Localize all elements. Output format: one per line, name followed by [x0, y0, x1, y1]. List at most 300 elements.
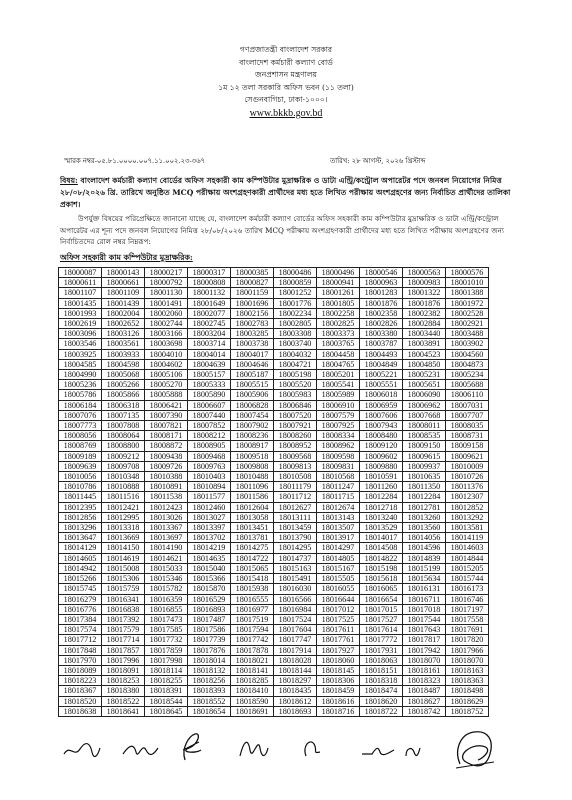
roll-number-cell: 18017859 — [145, 645, 188, 655]
roll-number-cell: 18003096 — [59, 329, 102, 339]
roll-number-cell: 18014297 — [317, 543, 360, 553]
roll-number-cell: 18018487 — [403, 686, 446, 696]
roll-number-cell: 18008212 — [188, 431, 231, 441]
roll-number-cell: 18018070 — [446, 655, 489, 665]
roll-number-cell: 18015008 — [102, 563, 145, 573]
roll-number-cell: 18003440 — [403, 329, 446, 339]
roll-number-cell: 18006090 — [403, 390, 446, 400]
website-link[interactable]: www.bkkb.gov.bd — [249, 107, 323, 119]
roll-number-cell: 18004873 — [446, 359, 489, 369]
roll-number-cell: 18017473 — [145, 614, 188, 624]
roll-number-cell: 18009158 — [446, 441, 489, 451]
roll-number-cell: 18017544 — [403, 614, 446, 624]
roll-number-cell: 18003126 — [102, 329, 145, 339]
roll-number-cell: 18007668 — [403, 410, 446, 420]
roll-number-cell: 18018716 — [317, 706, 360, 716]
roll-number-cell: 18002826 — [360, 319, 403, 329]
roll-number-cell: 18002884 — [403, 319, 446, 329]
header-line: বাংলাদেশ কর্মচারী কল্যাণ বোর্ড — [239, 57, 333, 67]
roll-number-cell: 18015198 — [360, 563, 403, 573]
list-title: অফিস সহকারী কাম কম্পিউটার মুদ্রাক্ষরিক: — [60, 253, 193, 262]
table-row — [59, 288, 489, 298]
roll-number-cell: 18002805 — [274, 319, 317, 329]
roll-number-cell: 18001283 — [360, 288, 403, 298]
roll-number-cell: 18005888 — [145, 390, 188, 400]
roll-number-cell: 18017848 — [59, 645, 102, 655]
roll-number-cell: 18017586 — [188, 625, 231, 635]
roll-number-cell: 18014056 — [403, 533, 446, 543]
roll-number-cell: 18016279 — [59, 594, 102, 604]
roll-number-cell: 18018145 — [317, 665, 360, 675]
roll-number-cell: 18013917 — [317, 533, 360, 543]
roll-number-cell: 18017942 — [403, 645, 446, 655]
roll-number-cell: 18013367 — [145, 523, 188, 533]
roll-number-cell: 18001696 — [231, 298, 274, 308]
roll-number-cell: 18018318 — [360, 676, 403, 686]
roll-number-cell: 18002077 — [188, 308, 231, 318]
roll-number-cell: 18004014 — [188, 349, 231, 359]
roll-number-cell: 18018161 — [403, 665, 446, 675]
roll-number-cell: 18014635 — [188, 553, 231, 563]
roll-number-cell: 18013143 — [317, 512, 360, 522]
roll-number-cell: 18010403 — [188, 472, 231, 482]
table-row — [59, 696, 489, 706]
roll-number-cell: 18005688 — [446, 380, 489, 390]
roll-number-cell: 18003765 — [317, 339, 360, 349]
roll-number-cell: 18016855 — [145, 604, 188, 614]
roll-number-cell: 18007808 — [102, 421, 145, 431]
roll-number-cell: 18017732 — [145, 635, 188, 645]
roll-number-cell: 18002619 — [59, 319, 102, 329]
roll-number-cell: 18013459 — [274, 523, 317, 533]
roll-number-cell: 18014619 — [102, 553, 145, 563]
roll-number-cell: 18014150 — [102, 543, 145, 553]
roll-number-cell: 18003380 — [360, 329, 403, 339]
roll-number-cell: 18018028 — [274, 655, 317, 665]
roll-number-cell: 18018498 — [446, 686, 489, 696]
roll-number-cell: 18011376 — [446, 482, 489, 492]
roll-number-cell: 18006959 — [360, 400, 403, 410]
table-row — [59, 502, 489, 512]
roll-number-cell: 18004765 — [317, 359, 360, 369]
roll-number-cell: 18012460 — [188, 502, 231, 512]
roll-number-cell: 18003561 — [102, 339, 145, 349]
roll-number-cell: 18004560 — [446, 349, 489, 359]
roll-number-cell: 18018638 — [59, 706, 102, 716]
roll-number-cell: 18018693 — [274, 706, 317, 716]
roll-number-cell: 18012856 — [59, 512, 102, 522]
roll-number-cell: 18005157 — [188, 370, 231, 380]
roll-number-cell: 18018522 — [102, 696, 145, 706]
roll-number-cell: 18017820 — [446, 635, 489, 645]
roll-number-cell: 18007902 — [231, 421, 274, 431]
table-row — [59, 349, 489, 359]
roll-number-cell: 18000087 — [59, 268, 102, 278]
roll-number-cell: 18005651 — [403, 380, 446, 390]
table-row — [59, 635, 489, 645]
roll-number-cell: 18009880 — [360, 461, 403, 471]
roll-number-cell: 18016555 — [231, 594, 274, 604]
roll-number-cell: 18009621 — [446, 451, 489, 461]
roll-number-cell: 18017876 — [188, 645, 231, 655]
roll-number-cell: 18017604 — [274, 625, 317, 635]
roll-number-cell: 18006110 — [446, 390, 489, 400]
roll-number-cell: 18010726 — [446, 472, 489, 482]
roll-number-cell: 18002060 — [145, 308, 188, 318]
roll-number-cell: 18009598 — [317, 451, 360, 461]
roll-number-cell: 18018380 — [102, 686, 145, 696]
table-row — [59, 461, 489, 471]
roll-number-cell: 18001261 — [317, 288, 360, 298]
roll-number-cell: 18018410 — [231, 686, 274, 696]
roll-number-cell: 18008171 — [145, 431, 188, 441]
roll-number-cell: 18001805 — [317, 298, 360, 308]
roll-number-cell: 18014603 — [446, 543, 489, 553]
roll-number-cell: 18002921 — [446, 319, 489, 329]
roll-number-cell: 18012718 — [360, 502, 403, 512]
table-row — [59, 543, 489, 553]
roll-number-cell: 18015033 — [145, 563, 188, 573]
roll-number-cell: 18000486 — [274, 268, 317, 278]
roll-number-cell: 18003787 — [360, 339, 403, 349]
roll-number-cell: 18011445 — [59, 492, 102, 502]
roll-number-cell: 18005983 — [274, 390, 317, 400]
roll-number-cell: 18017015 — [360, 604, 403, 614]
roll-number-cell: 18001776 — [274, 298, 317, 308]
table-row — [59, 665, 489, 675]
roll-number-cell: 18018612 — [274, 696, 317, 706]
roll-number-cell: 18015782 — [145, 584, 188, 594]
roll-number-cell: 18001132 — [188, 288, 231, 298]
signature-7 — [402, 742, 422, 760]
roll-number-cell: 18015163 — [274, 563, 317, 573]
roll-number-cell: 18017712 — [59, 635, 102, 645]
roll-number-cell: 18004493 — [360, 349, 403, 359]
roll-number-cell: 18003204 — [188, 329, 231, 339]
roll-number-cell: 18007925 — [317, 421, 360, 431]
roll-number-cell: 18015634 — [403, 574, 446, 584]
roll-number-cell: 18014839 — [403, 553, 446, 563]
roll-number-cell: 18010891 — [145, 482, 188, 492]
roll-number-cell: 18015744 — [446, 574, 489, 584]
roll-number-cell: 18017614 — [360, 625, 403, 635]
signature-1 — [62, 740, 102, 760]
roll-number-cell: 18012604 — [231, 502, 274, 512]
roll-number-cell: 18002825 — [317, 319, 360, 329]
roll-number-cell: 18008535 — [403, 431, 446, 441]
roll-number-cell: 18013318 — [102, 523, 145, 533]
roll-number-cell: 18011516 — [102, 492, 145, 502]
roll-number-cell: 18002156 — [231, 308, 274, 318]
roll-number-cell: 18000217 — [145, 268, 188, 278]
roll-number-cell: 18014621 — [145, 553, 188, 563]
roll-number-cell: 18011577 — [188, 492, 231, 502]
roll-number-cell: 18014605 — [59, 553, 102, 563]
roll-number-cell: 18005187 — [231, 370, 274, 380]
roll-number-cell: 18007520 — [274, 410, 317, 420]
roll-number-cell: 18018021 — [231, 655, 274, 665]
roll-number-cell: 18016030 — [274, 584, 317, 594]
roll-number-cell: 18001972 — [446, 298, 489, 308]
roll-number-cell: 18017761 — [317, 635, 360, 645]
roll-number-cell: 18018253 — [102, 676, 145, 686]
roll-number-cell: 18004602 — [145, 359, 188, 369]
roll-number-cell: 18010635 — [403, 472, 446, 482]
roll-number-cell: 18011179 — [274, 482, 317, 492]
roll-number-cell: 18003546 — [59, 339, 102, 349]
roll-number-cell: 18014737 — [274, 553, 317, 563]
roll-number-cell: 18002745 — [188, 319, 231, 329]
signature-row — [0, 720, 572, 780]
roll-number-cell: 18007031 — [446, 400, 489, 410]
roll-number-cell: 18000963 — [360, 278, 403, 288]
roll-number-cell: 18018306 — [317, 676, 360, 686]
roll-number-cell: 18007135 — [102, 410, 145, 420]
roll-number-cell: 18007440 — [188, 410, 231, 420]
roll-number-cell: 18014508 — [360, 543, 403, 553]
signature-5 — [300, 736, 324, 760]
subject-label: বিষয়: — [60, 176, 78, 185]
roll-number-cell: 18001876 — [403, 298, 446, 308]
roll-number-cell: 18018742 — [403, 706, 446, 716]
roll-number-cell: 18005068 — [102, 370, 145, 380]
roll-number-cell: 18007606 — [360, 410, 403, 420]
roll-number-cell: 18009813 — [274, 461, 317, 471]
body-paragraph: উপর্যুক্ত বিষয়ের পরিপ্রেক্ষিতে জানানো যাচ্ছে যে, বাংলাদেশ কর্মচারী কল্যাণ বোর্ডের অফিস সহকারী কাম কম্পিউটার মুদ্রাক্ষরিক ও ডাটা এন্ট্রি/কন্ট্রোল অপারেটর এর শূন্য পদে জনবল নিয়োগের নিমিত্ত ২৮/০৮/২০২৬ তারিখ MCQ পরীক্ষায় অংশগ্রহণকারী প্রার্থীদের মধ্য হতে লিখিত পরীক্ষায় অংশগ্রহণের জন্য নির্বাচিতদের রোল নম্বর নিম্নরূপ: — [60, 214, 504, 246]
roll-number-cell: 18011586 — [231, 492, 274, 502]
roll-number-cell: 18009763 — [188, 461, 231, 471]
roll-number-cell: 18014844 — [446, 553, 489, 563]
table-row — [59, 380, 489, 390]
roll-number-cell: 18008962 — [317, 441, 360, 451]
roll-number-cell: 18017558 — [446, 614, 489, 624]
roll-number-cell: 18017742 — [231, 635, 274, 645]
roll-number-cell: 18010056 — [59, 472, 102, 482]
table-row — [59, 431, 489, 441]
roll-number-cell: 18016055 — [317, 584, 360, 594]
roll-number-cell: 18015205 — [446, 563, 489, 573]
roll-number-cell: 18018089 — [59, 665, 102, 675]
table-row — [59, 594, 489, 604]
roll-number-cell: 18018223 — [59, 676, 102, 686]
roll-number-cell: 18018520 — [59, 696, 102, 706]
header-line: জনপ্রশাসন মন্ত্রণালয় — [254, 70, 318, 80]
roll-number-cell: 18003902 — [446, 339, 489, 349]
roll-number-cell: 18018163 — [446, 665, 489, 675]
roll-number-cell: 18014119 — [446, 533, 489, 543]
signature-3 — [175, 730, 205, 764]
roll-number-cell: 18007921 — [274, 421, 317, 431]
roll-number-cell: 18018435 — [274, 686, 317, 696]
roll-number-cell: 18005890 — [188, 390, 231, 400]
roll-number-cell: 18010591 — [360, 472, 403, 482]
roll-number-cell: 18006828 — [231, 400, 274, 410]
roll-number-cell: 18000546 — [360, 268, 403, 278]
roll-number-cell: 18014596 — [403, 543, 446, 553]
roll-number-cell: 18018132 — [188, 665, 231, 675]
roll-number-cell: 18015199 — [403, 563, 446, 573]
roll-number-cell: 18018459 — [317, 686, 360, 696]
roll-number-cell: 18018641 — [102, 706, 145, 716]
roll-number-cell: 18001491 — [145, 298, 188, 308]
roll-number-cell: 18011247 — [317, 482, 360, 492]
roll-number-cell: 18015040 — [188, 563, 231, 573]
roll-number-cell: 18015065 — [231, 563, 274, 573]
roll-number-cell: 18005234 — [446, 370, 489, 380]
roll-number-cell: 18002528 — [446, 308, 489, 318]
roll-number-cell: 18017197 — [446, 604, 489, 614]
roll-number-cell: 18018752 — [446, 706, 489, 716]
roll-number-cell: 18009518 — [231, 451, 274, 461]
roll-number-cell: 18005236 — [59, 380, 102, 390]
roll-number-cell: 18014190 — [145, 543, 188, 553]
roll-number-cell: 18009831 — [317, 461, 360, 471]
roll-number-cell: 18010508 — [274, 472, 317, 482]
roll-number-cell: 18008872 — [145, 441, 188, 451]
roll-number-cell: 18003166 — [145, 329, 188, 339]
roll-number-cell: 18007454 — [231, 410, 274, 420]
table-row — [59, 472, 489, 482]
roll-number-cell: 18002783 — [231, 319, 274, 329]
roll-number-cell: 18014275 — [231, 543, 274, 553]
roll-number-cell: 18005266 — [102, 380, 145, 390]
roll-number-cell: 18017525 — [317, 614, 360, 624]
roll-number-cell: 18005201 — [317, 370, 360, 380]
signature-6 — [360, 740, 396, 760]
roll-number-cell: 18005989 — [317, 390, 360, 400]
roll-number-cell: 18006018 — [360, 390, 403, 400]
roll-number-cell: 18014017 — [360, 533, 403, 543]
roll-number-cell: 18001439 — [102, 298, 145, 308]
roll-number-cell: 18005866 — [102, 390, 145, 400]
roll-number-cell: 18010568 — [317, 472, 360, 482]
roll-number-cell: 18000983 — [403, 278, 446, 288]
roll-number-cell: 18005906 — [231, 390, 274, 400]
roll-number-cell: 18000827 — [231, 278, 274, 288]
roll-number-cell: 18018645 — [145, 706, 188, 716]
roll-number-cell: 18001109 — [102, 288, 145, 298]
table-row — [59, 584, 489, 594]
roll-number-cell: 18004010 — [145, 349, 188, 359]
roll-number-cell: 18018014 — [188, 655, 231, 665]
roll-number-cell: 18017857 — [102, 645, 145, 655]
roll-number-cell: 18005333 — [188, 380, 231, 390]
table-row — [59, 278, 489, 288]
roll-number-cell: 18017691 — [446, 625, 489, 635]
roll-number-cell: 18011538 — [145, 492, 188, 502]
roll-number-cell: 18004721 — [274, 359, 317, 369]
roll-number-cell: 18002382 — [403, 308, 446, 318]
roll-number-cell: 18007773 — [59, 421, 102, 431]
roll-number-cell: 18018114 — [145, 665, 188, 675]
roll-number-cell: 18009808 — [231, 461, 274, 471]
roll-number-cell: 18003488 — [446, 329, 489, 339]
signature-4 — [236, 734, 270, 762]
roll-number-cell: 18012421 — [102, 502, 145, 512]
roll-number-cell: 18009120 — [360, 441, 403, 451]
roll-number-cell: 18003738 — [231, 339, 274, 349]
roll-number-cell: 18005551 — [360, 380, 403, 390]
roll-number-cell: 18001388 — [446, 288, 489, 298]
roll-number-cell: 18000941 — [317, 278, 360, 288]
roll-number-cell: 18017772 — [360, 635, 403, 645]
roll-number-cell: 18017996 — [102, 655, 145, 665]
roll-number-cell: 18004458 — [317, 349, 360, 359]
roll-number-cell: 18017611 — [317, 625, 360, 635]
roll-number-cell: 18005106 — [145, 370, 188, 380]
roll-number-cell: 18016711 — [403, 594, 446, 604]
roll-number-cell: 18017931 — [360, 645, 403, 655]
roll-number-cell: 18003891 — [403, 339, 446, 349]
roll-number-cell: 18008056 — [59, 431, 102, 441]
roll-number-cell: 18006184 — [59, 400, 102, 410]
roll-number-cell: 18018590 — [231, 696, 274, 706]
table-row — [59, 574, 489, 584]
roll-number-cell: 18007707 — [446, 410, 489, 420]
roll-number-cell: 18017714 — [102, 635, 145, 645]
roll-number-cell: 18009189 — [59, 451, 102, 461]
roll-number-cell: 18013790 — [274, 533, 317, 543]
roll-number-cell: 18013529 — [360, 523, 403, 533]
roll-number-cell: 18003285 — [231, 329, 274, 339]
roll-number-cell: 18013292 — [446, 512, 489, 522]
roll-number-cell: 18015418 — [231, 574, 274, 584]
roll-number-cell: 18002234 — [274, 308, 317, 318]
roll-number-cell: 18004032 — [274, 349, 317, 359]
roll-number-cell: 18012674 — [317, 502, 360, 512]
roll-number-cell: 18003740 — [274, 339, 317, 349]
roll-number-cell: 18004850 — [403, 359, 446, 369]
roll-number-cell: 18012781 — [403, 502, 446, 512]
roll-number-cell: 18017392 — [102, 614, 145, 624]
table-row — [59, 410, 489, 420]
roll-number-cell: 18008064 — [102, 431, 145, 441]
roll-number-cell: 18000808 — [188, 278, 231, 288]
roll-number-cell: 18007852 — [188, 421, 231, 431]
roll-number-cell: 18018070 — [403, 655, 446, 665]
roll-number-cell: 18016341 — [102, 594, 145, 604]
roll-number-cell: 18000611 — [59, 278, 102, 288]
roll-number-cell: 18018285 — [231, 676, 274, 686]
table-row — [59, 533, 489, 543]
subject-block — [60, 175, 515, 211]
roll-number-cell: 18014219 — [188, 543, 231, 553]
roll-number-cell: 18009615 — [403, 451, 446, 461]
roll-number-cell: 18018544 — [145, 696, 188, 706]
header-line: গণপ্রজাতন্ত্রী বাংলাদেশ সরকার — [239, 45, 333, 54]
roll-number-cell: 18013058 — [231, 512, 274, 522]
roll-number-cell: 18000385 — [231, 268, 274, 278]
roll-number-cell: 18017527 — [360, 614, 403, 624]
roll-number-cell: 18017012 — [317, 604, 360, 614]
roll-number-cell: 18014942 — [59, 563, 102, 573]
roll-number-cell: 18018616 — [317, 696, 360, 706]
roll-number-cell: 18014129 — [59, 543, 102, 553]
table-row — [59, 492, 489, 502]
roll-number-cell: 18017914 — [274, 645, 317, 655]
roll-number-cell: 18018141 — [231, 665, 274, 675]
roll-number-cell: 18006421 — [145, 400, 188, 410]
roll-number-cell: 18011350 — [403, 482, 446, 492]
roll-number-cell: 18013669 — [102, 533, 145, 543]
roll-number-cell: 18015167 — [317, 563, 360, 573]
table-row — [59, 482, 489, 492]
table-row — [59, 604, 489, 614]
roll-number-cell: 18003373 — [317, 329, 360, 339]
roll-number-cell: 18012852 — [446, 502, 489, 512]
roll-number-cell: 18013560 — [403, 523, 446, 533]
table-row — [59, 298, 489, 308]
